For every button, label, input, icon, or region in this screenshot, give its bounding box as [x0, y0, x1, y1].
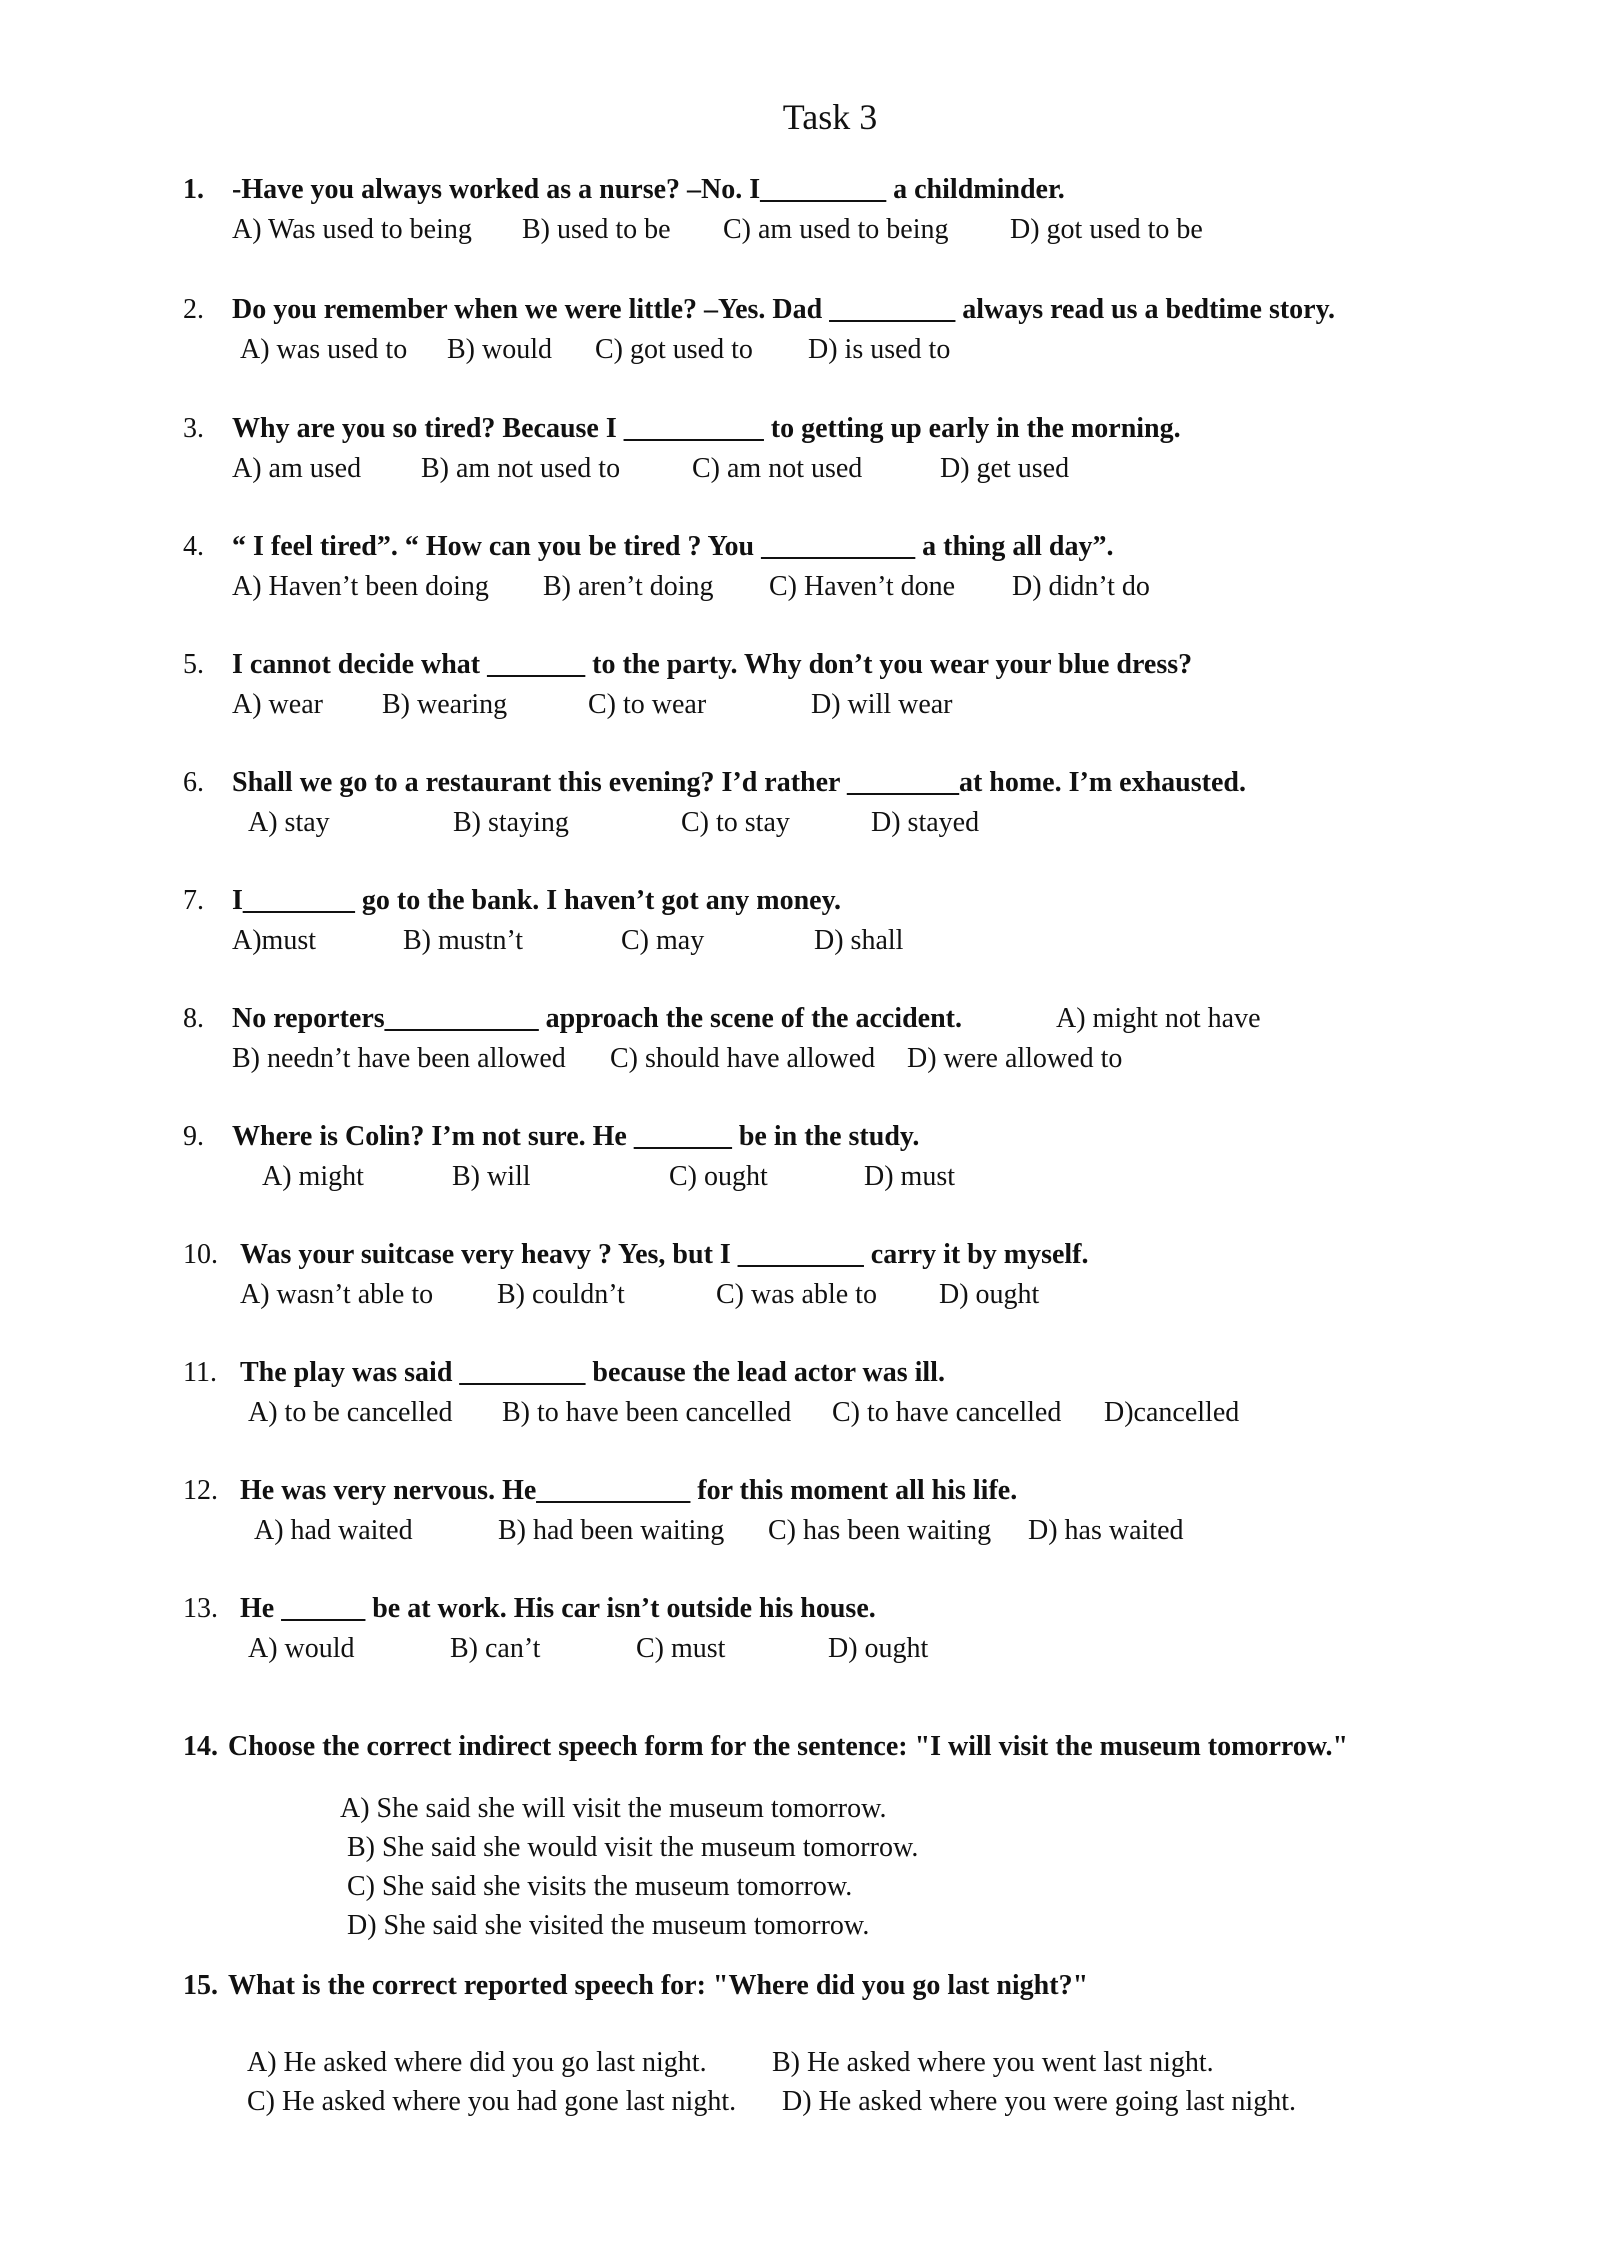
question-stem: Do you remember when we were little? –Yes. Dad _________ always read us a bedtime story. — [232, 294, 1336, 325]
question-6 — [0, 763, 1600, 843]
option-d[interactable]: D) get used — [940, 453, 1070, 484]
option-c[interactable]: C) am used to being — [723, 214, 949, 245]
option-b[interactable]: B) used to be — [522, 214, 671, 245]
option-a[interactable]: A) might — [262, 1161, 364, 1192]
question-7 — [0, 881, 1600, 961]
option-b[interactable]: B) can’t — [450, 1633, 541, 1664]
question-1 — [0, 170, 1600, 250]
question-11 — [0, 1353, 1600, 1433]
option-b[interactable]: B) to have been cancelled — [502, 1397, 792, 1428]
option-b[interactable]: B) He asked where you went last night. — [772, 2047, 1214, 2078]
option-d[interactable]: D) She said she visited the museum tomorrow. — [347, 1910, 870, 1941]
option-d[interactable]: D) must — [864, 1161, 955, 1192]
option-d[interactable]: D) is used to — [808, 334, 951, 365]
question-2 — [0, 290, 1600, 370]
question-number: 6. — [183, 767, 204, 798]
question-stem: No reporters___________ approach the scene of the accident. — [232, 1003, 962, 1034]
option-a[interactable]: A)must — [232, 925, 316, 956]
question-15 — [0, 1966, 1600, 2006]
question-13 — [0, 1589, 1600, 1669]
option-c[interactable]: C) to have cancelled — [832, 1397, 1062, 1428]
option-a[interactable]: A) wasn’t able to — [240, 1279, 434, 1310]
question-8 — [0, 999, 1600, 1079]
option-a[interactable]: A) am used — [232, 453, 362, 484]
question-number: 1. — [183, 174, 204, 205]
question-stem: I________ go to the bank. I haven’t got any money. — [232, 885, 842, 916]
option-b[interactable]: B) had been waiting — [498, 1515, 725, 1546]
option-d[interactable]: D) didn’t do — [1012, 571, 1150, 602]
option-b[interactable]: B) staying — [453, 807, 569, 838]
option-a[interactable]: A) was used to — [240, 334, 408, 365]
option-a[interactable]: A) stay — [248, 807, 330, 838]
option-b[interactable]: B) needn’t have been allowed — [232, 1043, 566, 1074]
option-c[interactable]: C) may — [621, 925, 705, 956]
question-stem: I cannot decide what _______ to the party. Why don’t you wear your blue dress? — [232, 649, 1193, 680]
option-a[interactable]: A) to be cancelled — [248, 1397, 453, 1428]
question-number: 12. — [183, 1475, 218, 1506]
option-b[interactable]: B) am not used to — [421, 453, 621, 484]
option-d[interactable]: D) ought — [939, 1279, 1040, 1310]
option-c[interactable]: C) has been waiting — [768, 1515, 992, 1546]
question-stem: Why are you so tired? Because I __________ to getting up early in the morning. — [232, 413, 1181, 444]
question-number: 7. — [183, 885, 204, 916]
option-c[interactable]: C) She said she visits the museum tomorrow. — [347, 1871, 853, 1902]
option-d[interactable]: D) He asked where you were going last night. — [782, 2086, 1296, 2117]
option-a[interactable]: A) She said she will visit the museum tomorrow. — [340, 1793, 887, 1824]
option-c[interactable]: C) ought — [669, 1161, 768, 1192]
question-14 — [0, 1727, 1600, 1767]
question-number: 9. — [183, 1121, 204, 1152]
option-b[interactable]: B) mustn’t — [403, 925, 524, 956]
option-c[interactable]: C) must — [636, 1633, 726, 1664]
option-d[interactable]: D) ought — [828, 1633, 929, 1664]
question-number: 14. — [183, 1731, 218, 1762]
option-c[interactable]: C) Haven’t done — [769, 571, 956, 602]
question-number: 4. — [183, 531, 204, 562]
option-b[interactable]: B) couldn’t — [497, 1279, 625, 1310]
option-a[interactable]: A) He asked where did you go last night. — [247, 2047, 707, 2078]
option-d[interactable]: D) stayed — [871, 807, 980, 838]
question-number: 5. — [183, 649, 204, 680]
question-number: 2. — [183, 294, 204, 325]
question-number: 8. — [183, 1003, 204, 1034]
question-stem: Where is Colin? I’m not sure. He _______ be in the study. — [232, 1121, 920, 1152]
page-title: Task 3 — [782, 97, 878, 137]
question-number: 11. — [183, 1357, 217, 1388]
option-a[interactable]: A) Haven’t been doing — [232, 571, 489, 602]
option-a[interactable]: A) had waited — [254, 1515, 413, 1546]
question-stem: What is the correct reported speech for: "Where did you go last night?" — [228, 1970, 1089, 2001]
question-number: 3. — [183, 413, 204, 444]
question-3 — [0, 409, 1600, 489]
option-b[interactable]: B) She said she would visit the museum tomorrow. — [347, 1832, 919, 1863]
option-c[interactable]: C) to wear — [588, 689, 707, 720]
question-stem: “ I feel tired”. “ How can you be tired ? You ___________ a thing all day”. — [232, 531, 1114, 562]
question-number: 13. — [183, 1593, 218, 1624]
question-9 — [0, 1117, 1600, 1197]
option-c[interactable]: C) was able to — [716, 1279, 877, 1310]
question-5 — [0, 645, 1600, 725]
question-12 — [0, 1471, 1600, 1551]
question-number: 10. — [183, 1239, 218, 1270]
option-c[interactable]: C) He asked where you had gone last night. — [247, 2086, 737, 2117]
question-stem: Was your suitcase very heavy ? Yes, but I _________ carry it by myself. — [240, 1239, 1089, 1270]
option-c[interactable]: C) got used to — [595, 334, 753, 365]
option-a[interactable]: A) might not have — [1056, 1003, 1261, 1034]
option-b[interactable]: B) wearing — [382, 689, 508, 720]
option-d[interactable]: D) were allowed to — [907, 1043, 1123, 1074]
option-d[interactable]: D) will wear — [811, 689, 953, 720]
option-d[interactable]: D) got used to be — [1010, 214, 1203, 245]
option-a[interactable]: A) would — [248, 1633, 355, 1664]
option-a[interactable]: A) Was used to being — [232, 214, 472, 245]
question-stem: He was very nervous. He___________ for this moment all his life. — [240, 1475, 1018, 1506]
question-number: 15. — [183, 1970, 218, 2001]
option-b[interactable]: B) would — [447, 334, 552, 365]
option-d[interactable]: D)cancelled — [1104, 1397, 1240, 1428]
option-c[interactable]: C) am not used — [692, 453, 863, 484]
option-d[interactable]: D) has waited — [1028, 1515, 1184, 1546]
option-c[interactable]: C) to stay — [681, 807, 790, 838]
option-b[interactable]: B) aren’t doing — [543, 571, 714, 602]
question-stem: The play was said _________ because the lead actor was ill. — [240, 1357, 945, 1388]
option-a[interactable]: A) wear — [232, 689, 323, 720]
question-stem: -Have you always worked as a nurse? –No. I_________ a childminder. — [232, 174, 1065, 205]
question-stem: Shall we go to a restaurant this evening? I’d rather ________at home. I’m exhausted. — [232, 767, 1246, 798]
question-4 — [0, 527, 1600, 607]
option-d[interactable]: D) shall — [814, 925, 904, 956]
question-stem: He ______ be at work. His car isn’t outside his house. — [240, 1593, 876, 1624]
option-b[interactable]: B) will — [452, 1161, 531, 1192]
option-c[interactable]: C) should have allowed — [610, 1043, 876, 1074]
question-stem: Choose the correct indirect speech form for the sentence: "I will visit the museum tomorrow." — [228, 1731, 1349, 1762]
question-10 — [0, 1235, 1600, 1315]
